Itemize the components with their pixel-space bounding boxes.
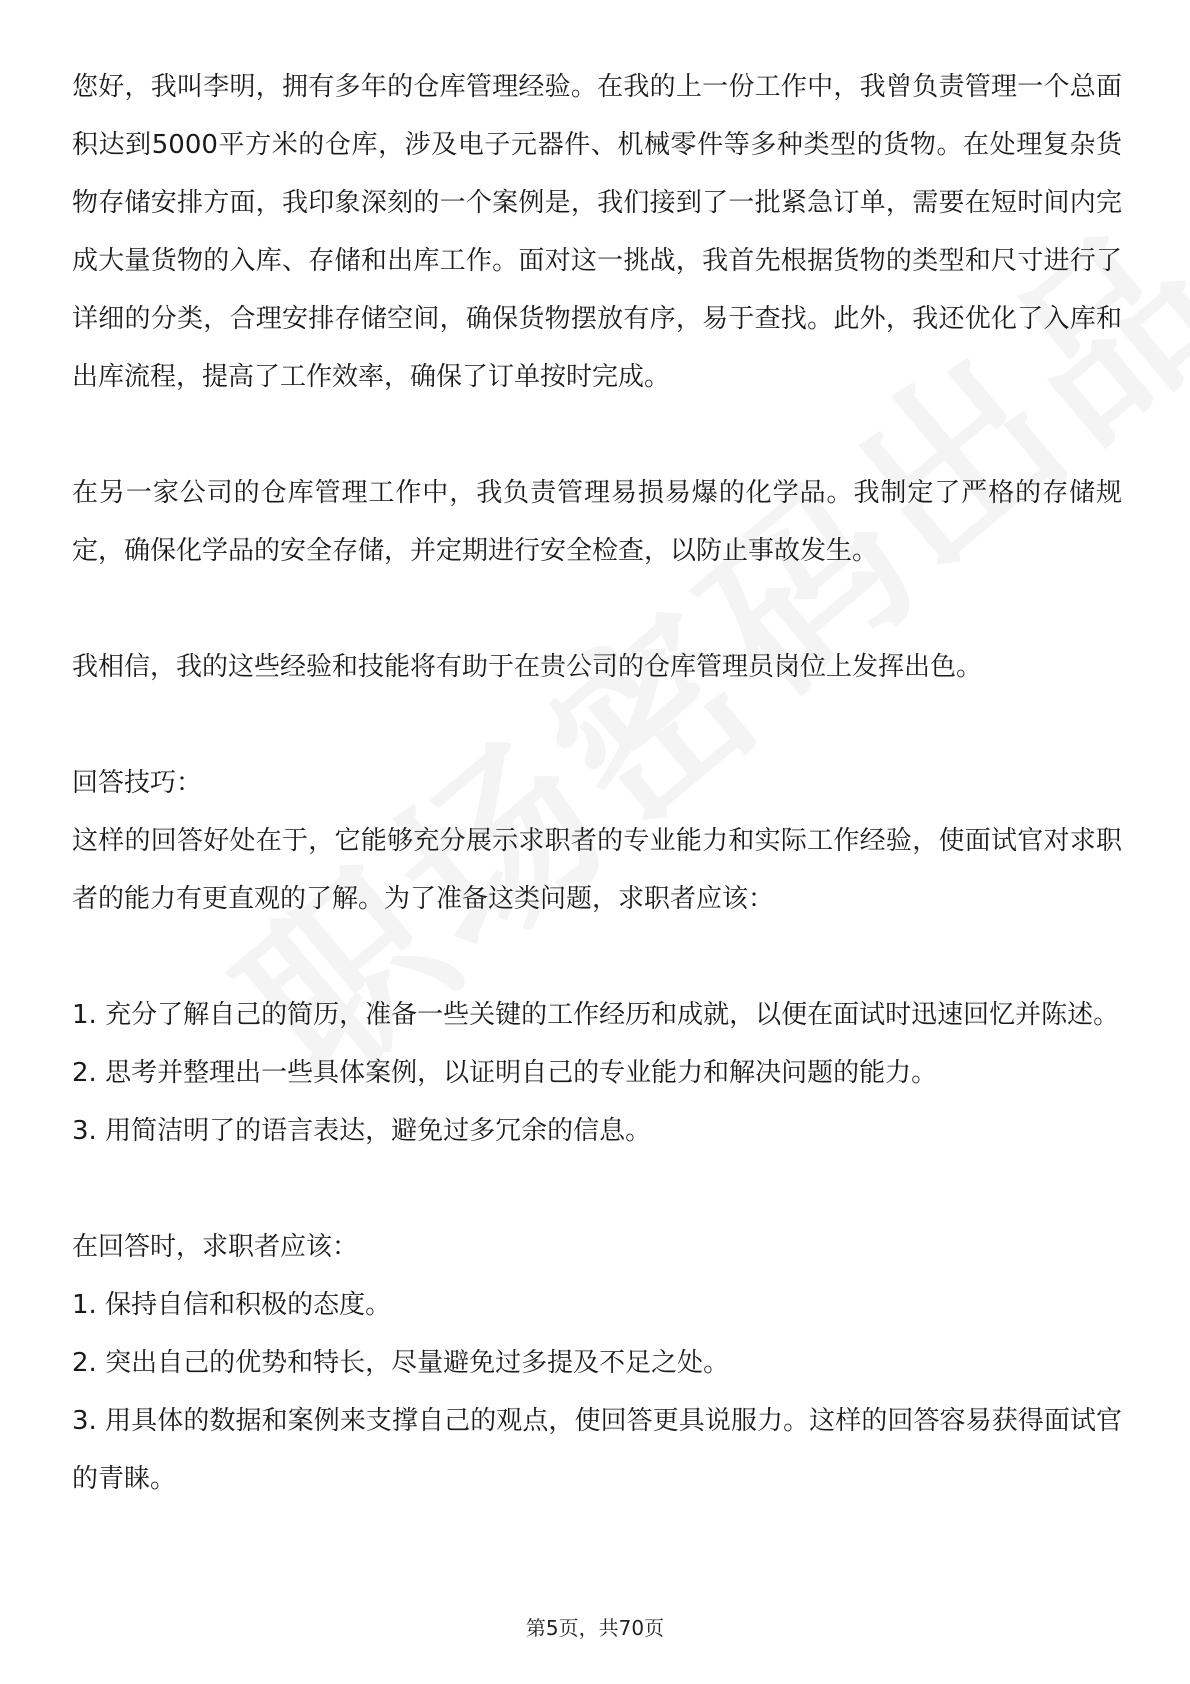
document-body <box>72 58 1122 1508</box>
prep-item: 1. 充分了解自己的简历，准备一些关键的工作经历和成就，以便在面试时迅速回忆并陈述。 <box>72 1000 1120 1030</box>
paragraph-chemicals: 在另一家公司的仓库管理工作中，我负责管理易损易爆的化学品。我制定了严格的存储规定，确保化学品的安全存储，并定期进行安全检查，以防止事故发生。 <box>72 478 1122 566</box>
answer-item: 2. 突出自己的优势和特长，尽量避免过多提及不足之处。 <box>72 1348 730 1378</box>
paragraph-conclusion: 我相信，我的这些经验和技能将有助于在贵公司的仓库管理员岗位上发挥出色。 <box>72 652 983 682</box>
answer-item: 1. 保持自信和积极的态度。 <box>72 1290 392 1320</box>
paragraph-experience: 您好，我叫李明，拥有多年的仓库管理经验。在我的上一份工作中，我曾负责管理一个总面积达到5000平方米的仓库，涉及电子元器件、机械零件等多种类型的货物。在处理复杂货物存储安排方面，我印象深刻的一个案例是，我们接到了一批紧急订单，需要在短时间内完成大量货物的入库、存储和出库工作。面对这一挑战，我首先根据货物的类型和尺寸进行了详细的分类，合理安排存储空间，确保货物摆放有序，易于查找。此外，我还优化了入库和出库流程，提高了工作效率，确保了订单按时完成。 <box>72 72 1122 392</box>
answer-heading: 在回答时，求职者应该： <box>72 1232 359 1262</box>
answer-item: 3. 用具体的数据和案例来支撑自己的观点，使回答更具说服力。这样的回答容易获得面试官的青睐。 <box>72 1406 1122 1494</box>
tips-heading: 回答技巧： <box>72 768 203 798</box>
prep-item: 3. 用简洁明了的语言表达，避免过多冗余的信息。 <box>72 1116 652 1146</box>
page-number: 第5页，共70页 <box>525 1616 665 1640</box>
prep-item: 2. 思考并整理出一些具体案例，以证明自己的专业能力和解决问题的能力。 <box>72 1058 938 1088</box>
tips-intro: 这样的回答好处在于，它能够充分展示求职者的专业能力和实际工作经验，使面试官对求职者的能力有更直观的了解。为了准备这类问题，求职者应该： <box>72 826 1122 914</box>
